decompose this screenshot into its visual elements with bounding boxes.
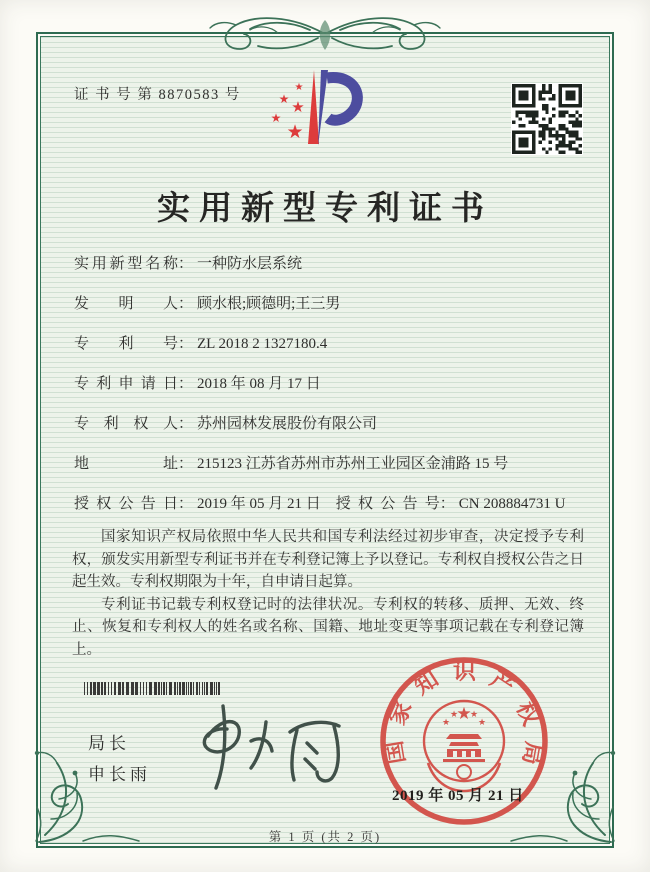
- svg-text:★: ★: [294, 82, 304, 93]
- field-label: 授权公告号: [335, 496, 440, 512]
- legal-text: [72, 526, 584, 662]
- svg-text:★: ★: [291, 100, 305, 116]
- cnipa-logo-icon: [240, 62, 405, 174]
- legal-paragraph-2: 专利证书记载专利权登记时的法律状况。专利权的转移、质押、无效、终止、恢复和专利权人的姓名或名称、国籍、地址变更等事项记载在专利登记簿上。: [72, 596, 584, 658]
- field-value: 一种防水层系统: [197, 256, 303, 272]
- certificate-title: 实用新型专利证书: [157, 191, 493, 227]
- colon: ：: [178, 336, 194, 352]
- svg-text:★: ★: [278, 92, 290, 106]
- field-value: 2019 年 05 月 21 日: [197, 496, 321, 512]
- director-title: 局长: [88, 734, 130, 753]
- national-emblem-icon: [424, 701, 504, 791]
- colon: ：: [439, 496, 455, 512]
- svg-text:★: ★: [469, 709, 479, 719]
- field-value: ZL 2018 2 1327180.4: [197, 336, 328, 352]
- colon: ：: [178, 456, 194, 472]
- director-signature: [178, 696, 353, 796]
- seal-text: 国家知识产权局: [381, 659, 547, 767]
- colon: ：: [178, 256, 194, 272]
- svg-text:★: ★: [456, 704, 472, 723]
- field-value: 苏州园林发展股份有限公司: [197, 416, 378, 432]
- field-label: 专利号: [74, 336, 178, 352]
- legal-paragraph-1: 国家知识产权局依照中华人民共和国专利法经过初步审查，决定授予专利权，颁发实用新型专利证书并在专利登记簿上予以登记。专利权自授权公告之日起生效。专利权期限为十年，自申请日起算。: [72, 529, 584, 591]
- official-seal: [366, 649, 562, 845]
- svg-text:★: ★: [270, 111, 282, 125]
- svg-text:★: ★: [286, 122, 304, 143]
- field-label: 地址: [74, 456, 178, 472]
- svg-text:★: ★: [449, 709, 459, 719]
- field-label: 专利申请日: [74, 376, 178, 392]
- field-row-name: [74, 252, 594, 274]
- field-value: 215123 江苏省苏州市苏州工业园区金浦路 15 号: [197, 456, 509, 472]
- svg-text:★: ★: [441, 717, 451, 727]
- certificate-number: 证 书 号 第 8870583 号: [74, 87, 241, 103]
- grant-number-group: [336, 492, 566, 513]
- director-name: 申长雨: [88, 765, 151, 784]
- colon: ：: [178, 496, 194, 512]
- colon: ：: [178, 376, 194, 392]
- colon: ：: [178, 416, 194, 432]
- field-label: 专利权人: [74, 416, 178, 432]
- barcode: [84, 682, 254, 695]
- field-value: 2018 年 08 月 17 日: [197, 376, 321, 392]
- field-label: 发明人: [74, 296, 178, 312]
- field-label: 实用新型名称: [74, 256, 178, 272]
- field-row-patentee: [74, 412, 594, 434]
- colon: ：: [178, 296, 194, 312]
- page-number: 第 1 页 (共 2 页): [268, 830, 382, 844]
- svg-text:★: ★: [477, 717, 487, 727]
- field-value: CN 208884731 U: [458, 496, 566, 512]
- field-row-inventors: [74, 292, 594, 314]
- qr-code: [511, 83, 583, 155]
- field-list: [74, 252, 594, 532]
- field-row-patent-number: [74, 332, 594, 354]
- director-block: [88, 728, 151, 790]
- field-row-filing-date: [74, 372, 594, 394]
- grant-stamp-date: 2019 年 05 月 21 日: [392, 788, 524, 804]
- field-row-address: [74, 452, 594, 474]
- grant-date-group: [74, 492, 332, 513]
- field-value: 顾水根;顾德明;王三男: [197, 296, 341, 312]
- field-row-grant: [74, 492, 594, 514]
- field-label: 授权公告日: [74, 496, 178, 512]
